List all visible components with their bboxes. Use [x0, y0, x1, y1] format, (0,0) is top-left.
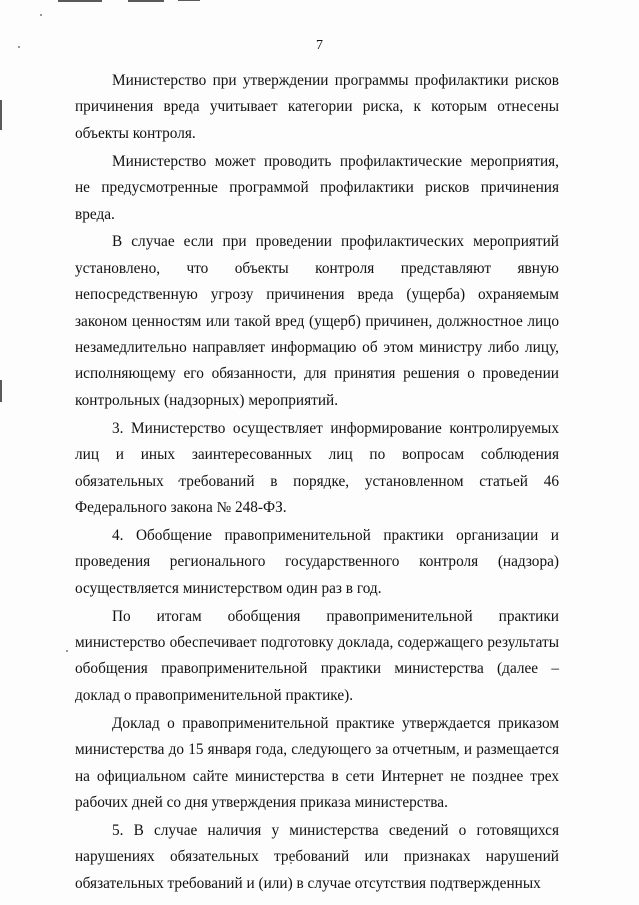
- scan-speck: [40, 14, 42, 16]
- paragraph-generalization: 4. Обобщение правоприменительной практики организации и проведения регионального государственного контроля (надзора) осуществляется министерством один раз в год.: [75, 526, 559, 597]
- page-number: 7: [316, 38, 323, 53]
- paragraph-report-preparation: По итогам обобщения правоприменительной практики министерство обеспечивает подготовку доклада, содержащего результаты обобщения правоприменительной практики министерства (далее – доклад о правоприменительной практике).: [75, 607, 559, 704]
- scan-artifact-top-3: [178, 0, 200, 1]
- paragraph-violation-info: 5. В случае наличия у министерства сведений о готовящихся нарушениях обязательных требований или признаках нарушений обязательных требований и (или) в случае отсутствия подтвержденных: [75, 821, 559, 892]
- scan-artifact-top-2: [128, 0, 164, 2]
- scan-artifact-top-1: [58, 0, 102, 2]
- paragraph-direct-threat: В случае если при проведении профилактических мероприятий установлено, что объекты контроля представляют явную непосредственную угрозу причинения вреда (ущерба) охраняемым законом ценностям или такой вред (ущерб) причинен, должностное лицо незамедлительно направляет информацию об этом министру либо лицу, исполняющему его обязанности, для принятия решения о проведении контрольных (надзорных) мероприятий.: [75, 233, 559, 409]
- paragraph-risk-categories: Министерство при утверждении программы профилактики рисков причинения вреда учитывает категории риска, к которым отнесены объекты контроля.: [75, 72, 559, 142]
- paragraph-report-approval: Доклад о правоприменительной практике утверждается приказом министерства до 15 января года, следующего за отчетным, и размещается на официальном сайте министерства в сети Интернет не позднее трех рабочих дней со дня утверждения приказа министерства.: [75, 714, 559, 811]
- scan-speck: [66, 650, 68, 652]
- scan-artifact-left-1: [0, 100, 2, 130]
- body-text: [75, 68, 559, 899]
- scan-artifact-left-2: [0, 380, 2, 402]
- paragraph-unplanned-measures: Министерство может проводить профилактические мероприятия, не предусмотренные программой профилактики рисков причинения вреда.: [75, 152, 559, 223]
- paragraph-informing: 3. Министерство осуществляет информирование контролируемых лиц и иных заинтересованных лиц по вопросам соблюдения обязательных требований в порядке, установленном статьей 46 Федерального закона № 248-ФЗ.: [75, 419, 559, 516]
